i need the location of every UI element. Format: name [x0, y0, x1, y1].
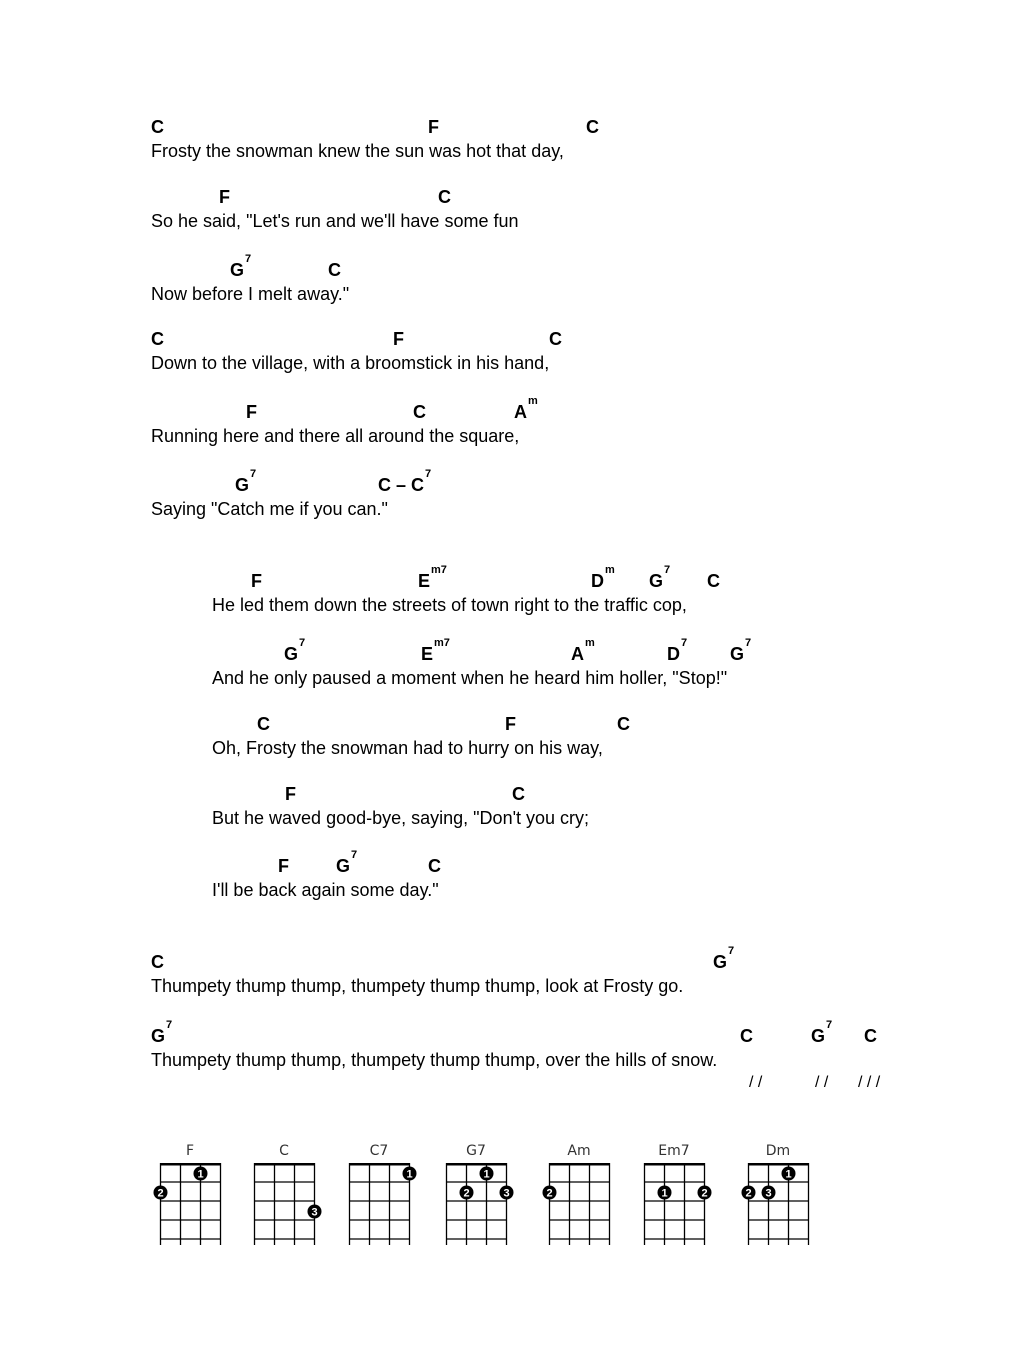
chord: C: [413, 402, 426, 422]
lyric-line: He led them down the streets of town right to the traffic cop,: [212, 595, 687, 615]
chord: C: [864, 1026, 877, 1046]
lyric-line: Saying "Catch me if you can.": [151, 499, 388, 519]
chord: C: [328, 260, 341, 280]
chord: $D^m$: [591, 564, 615, 591]
lyric-line: Thumpety thump thump, thumpety thump thump, over the hills of snow.: [151, 1050, 718, 1070]
finger-number: 2: [546, 1187, 553, 1200]
chord-diagram-name: C: [279, 1143, 289, 1159]
finger-number: 3: [765, 1187, 772, 1200]
finger-number: 2: [701, 1187, 708, 1200]
chord: C: [707, 571, 720, 591]
lyric-line: So he said, "Let's run and we'll have some fun: [151, 211, 519, 231]
chord-diagram-am: [546, 1138, 609, 1258]
chord: C: [438, 187, 451, 207]
strum-marks: / / /: [858, 1074, 881, 1091]
chord: C: [151, 117, 164, 137]
chord: F: [428, 117, 439, 137]
chord: $G^7$: [235, 468, 257, 495]
finger-number: 2: [745, 1187, 752, 1200]
chord: C: [617, 714, 630, 734]
chord-diagram-name: F: [185, 1143, 195, 1159]
chord-diagram-f: [157, 1138, 220, 1258]
nut: [254, 1163, 315, 1166]
finger-number: 1: [406, 1168, 413, 1181]
chord: $A^m$: [514, 395, 538, 422]
finger-number: 1: [785, 1168, 792, 1181]
chord: $G^7$: [151, 1019, 173, 1046]
strum-marks: / /: [749, 1074, 763, 1091]
lyric-line: Oh, Frosty the snowman had to hurry on his way,: [212, 738, 603, 758]
finger-number: 2: [463, 1187, 470, 1200]
chord: F: [505, 714, 516, 734]
chord: F: [278, 856, 289, 876]
nut: [549, 1163, 610, 1166]
chord: C: [740, 1026, 753, 1046]
chord: $E^{m7}$: [418, 564, 447, 591]
chord: $D^7$: [667, 637, 688, 664]
chord-diagram-c: [254, 1138, 318, 1258]
chord: $G^7$: [713, 945, 735, 972]
chord-diagram-name: Am: [567, 1143, 591, 1159]
chord: C: [586, 117, 599, 137]
nut: [748, 1163, 809, 1166]
lyric-line: But he waved good-bye, saying, "Don't you cry;: [212, 808, 590, 828]
lyric-line: Now before I melt away.": [151, 284, 350, 304]
nut: [160, 1163, 221, 1166]
lyric-line: Frosty the snowman knew the sun was hot that day,: [151, 141, 564, 161]
chord: $G^7$: [336, 849, 358, 876]
chord: $A^m$: [571, 637, 595, 664]
nut: [644, 1163, 705, 1166]
chord: C: [512, 784, 525, 804]
chord: $G^7$: [730, 637, 752, 664]
chord-diagram-c7: [349, 1138, 413, 1258]
chord: $G^7$: [230, 253, 252, 280]
chord: C – $C^7$: [378, 468, 432, 495]
finger-number: 1: [197, 1168, 204, 1181]
chord: C: [428, 856, 441, 876]
lyric-line: I'll be back again some day.": [212, 880, 439, 900]
chord: F: [285, 784, 296, 804]
lyric-line: Down to the village, with a broomstick in his hand,: [151, 353, 550, 373]
finger-number: 1: [483, 1168, 490, 1181]
chord: $G^7$: [811, 1019, 833, 1046]
chord-diagram-dm: [745, 1138, 808, 1258]
chord-diagram-name: Dm: [765, 1143, 791, 1159]
finger-number: 3: [311, 1206, 318, 1219]
chord: C: [549, 329, 562, 349]
chord-diagram-em7: [644, 1138, 708, 1258]
chord-diagram-name: Em7: [658, 1143, 690, 1159]
chord: $G^7$: [284, 637, 306, 664]
chord-diagram-name: G7: [466, 1143, 486, 1159]
chord-diagram-name: C7: [369, 1143, 389, 1159]
chord: F: [251, 571, 262, 591]
chord: $G^7$: [649, 564, 671, 591]
chord: C: [151, 952, 164, 972]
chord-diagram-g7: [446, 1138, 510, 1258]
chord: F: [246, 402, 257, 422]
lyric-line: Thumpety thump thump, thumpety thump thump, look at Frosty go.: [151, 976, 684, 996]
chord: F: [393, 329, 404, 349]
chord: $E^{m7}$: [421, 637, 450, 664]
finger-number: 1: [661, 1187, 668, 1200]
chord: C: [257, 714, 270, 734]
chord: C: [151, 329, 164, 349]
chord: F: [219, 187, 230, 207]
nut: [446, 1163, 507, 1166]
lyric-line: And he only paused a moment when he heard him holler, "Stop!": [212, 668, 728, 688]
nut: [349, 1163, 410, 1166]
finger-number: 2: [157, 1187, 164, 1200]
lyric-line: Running here and there all around the square,: [151, 426, 520, 446]
finger-number: 3: [503, 1187, 510, 1200]
strum-marks: / /: [815, 1074, 829, 1091]
